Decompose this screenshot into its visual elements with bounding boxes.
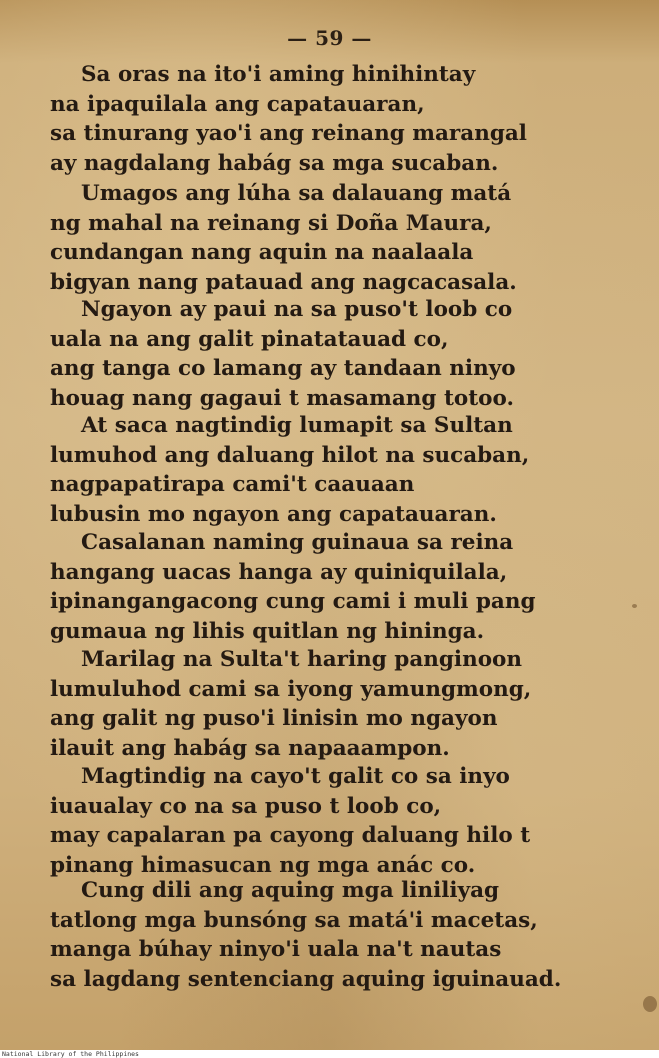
paper-stain (632, 604, 637, 608)
verse-line: Umagos ang lúha sa dalauang matá (81, 181, 512, 206)
verse-1 (50, 60, 610, 179)
verse-line: houag nang gagaui t masamang totoo. (50, 386, 514, 412)
verse-line: lumuluhod cami sa iyong yamungmong, (50, 676, 532, 702)
verse-line: manga búhay ninyo'i uala na't nautas (50, 937, 502, 963)
library-credit: National Library of the Philippines (2, 1050, 139, 1058)
verse-line: ang tanga co lamang ay tandaan ninyo (50, 356, 516, 382)
verse-line: na ipaquilala ang capatauaran, (50, 91, 425, 117)
verse-line: Casalanan naming guinaua sa reina (81, 530, 514, 555)
verse-line: Sa oras na ito'i aming hinihintay (81, 62, 476, 87)
verse-line: ng mahal na reinang si Doña Maura, (50, 210, 492, 236)
verse-line: Magtindig na cayo't galit co sa inyo (81, 764, 510, 789)
verse-line: ilauit ang habág sa napaaampon. (50, 736, 450, 762)
verse-5 (50, 528, 610, 647)
paper-stain (643, 996, 657, 1012)
verse-line: cundangan nang aquin na naalaala (50, 240, 474, 266)
verse-line: lubusin mo ngayon ang capatauaran. (50, 502, 497, 528)
verse-line: Marilag na Sulta't haring panginoon (81, 647, 523, 672)
verse-line: nagpapatirapa cami't caauaan (50, 472, 415, 498)
verse-line: may capalaran pa cayong daluang hilo t (50, 823, 531, 849)
verse-line: pinang himasucan ng mga anác co. (50, 853, 476, 879)
verse-line: bigyan nang patauad ang nagcacasala. (50, 270, 517, 296)
verse-line: Ngayon ay paui na sa puso't loob co (81, 297, 513, 322)
verse-3 (50, 295, 610, 414)
verse-line: ay nagdalang habág sa mga sucaban. (50, 151, 499, 177)
verse-2 (50, 179, 610, 298)
verse-line: ang galit ng puso'i linisin mo ngayon (50, 706, 498, 732)
verse-line: sa tinurang yao'i ang reinang marangal (50, 121, 527, 147)
verse-line: Cung dili ang aquing mga liniliyag (81, 878, 500, 903)
page-number: — 59 — (287, 26, 372, 50)
verse-line: At saca nagtindig lumapit sa Sultan (81, 413, 513, 438)
verse-line: tatlong mga bunsóng sa matá'i macetas, (50, 907, 538, 933)
verse-4 (50, 411, 610, 530)
verse-line: sa lagdang sentenciang aquing iguinauad. (50, 967, 562, 993)
verse-6 (50, 645, 610, 764)
verse-line: hangang uacas hanga ay quiniquilala, (50, 559, 508, 585)
scan-footer (0, 1050, 659, 1058)
verse-7 (50, 762, 610, 881)
verse-line: iuaualay co na sa puso t loob co, (50, 793, 442, 819)
verse-8 (50, 876, 610, 995)
verse-line: uala na ang galit pinatatauad co, (50, 326, 449, 352)
verse-line: ipinangangacong cung cami i muli pang (50, 589, 536, 615)
verse-line: gumaua ng lihis quitlan ng hininga. (50, 619, 485, 645)
verse-line: lumuhod ang daluang hilot na sucaban, (50, 442, 530, 468)
